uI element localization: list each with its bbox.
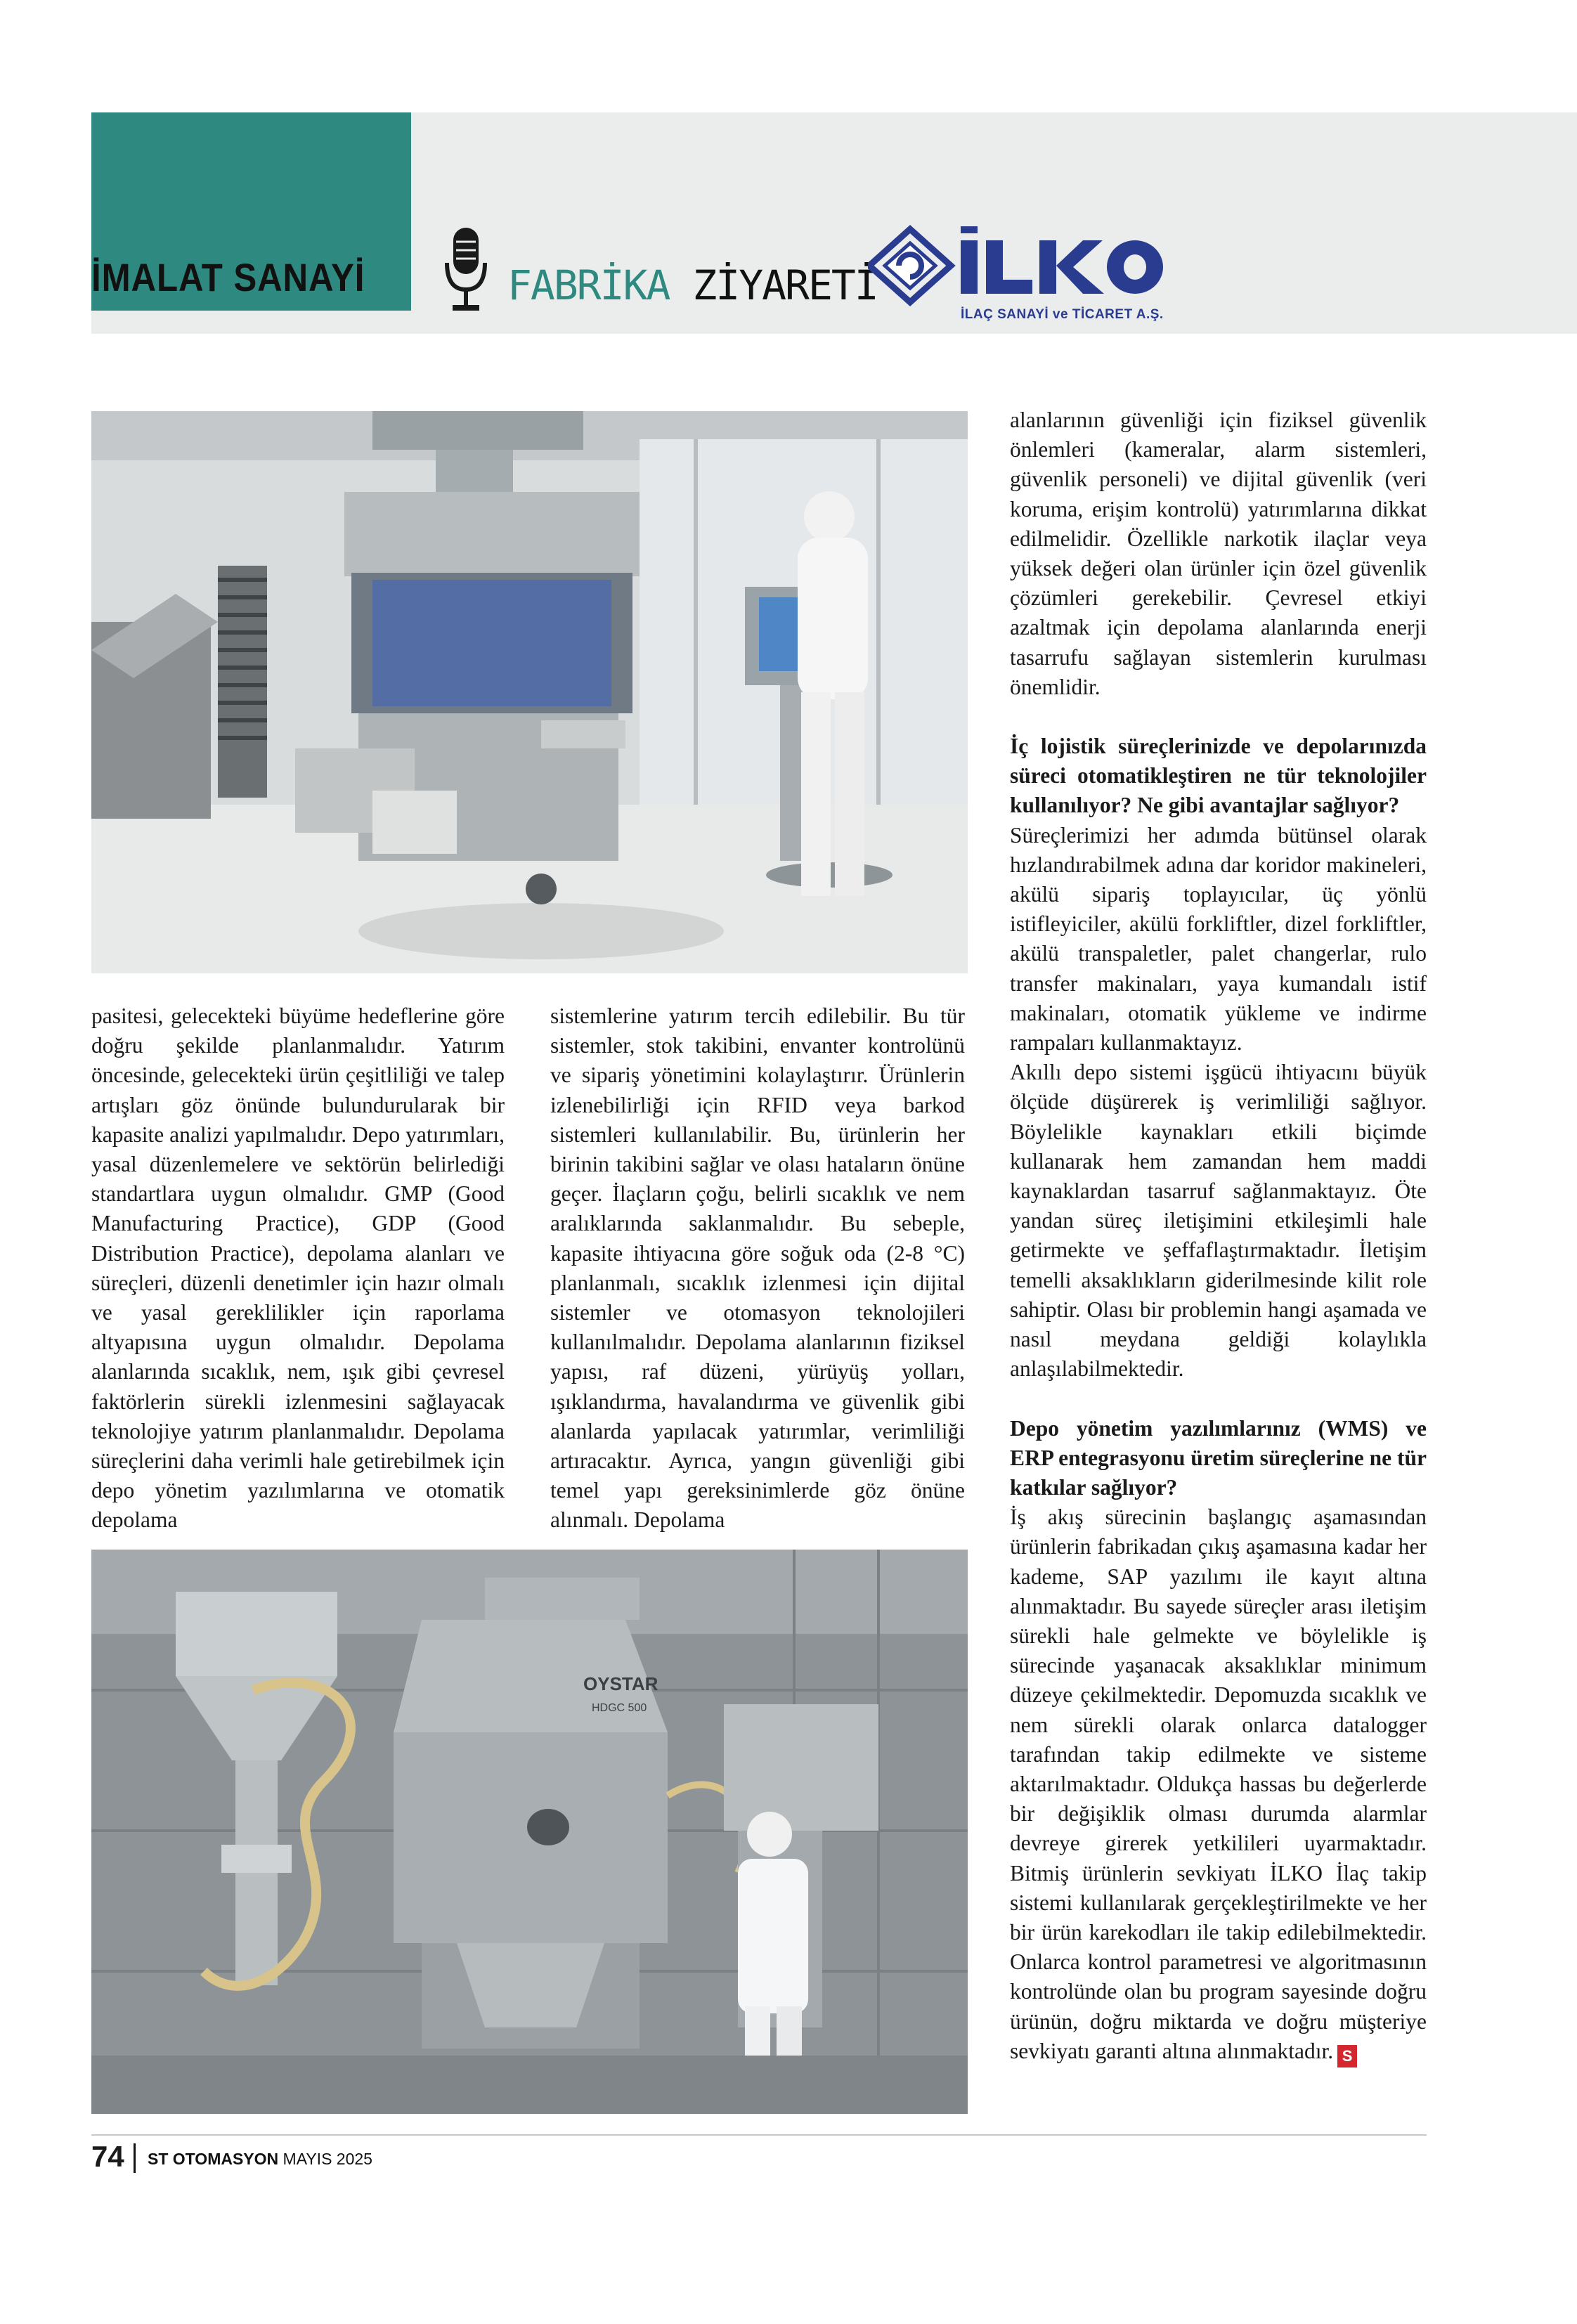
footer-rule — [91, 2134, 1427, 2136]
logo-subtitle: İLAÇ SANAYİ ve TİCARET A.Ş. — [961, 307, 1164, 322]
column-right — [1010, 405, 1427, 2067]
microphone-icon — [444, 226, 488, 315]
footer-magazine — [148, 2150, 372, 2169]
magazine-name: ST OTOMASYON — [148, 2150, 279, 2168]
answer-text: İş akış sürecinin başlangıç aşamasından ürünlerin fabrikadan çıkış aşamasına kadar her kademe, SAP yazılımı ile kayıt altına alınmaktadır. Bu sayede süreçler arası iletişim sürekli hale gelmekte ve böylelikle iş sürecinde yaşanacak aksaklıklar minimum düzeye çekilmektedir. Depomuzda sıcaklık ve nem sürekli olarak onlarca datalogger tarafından takip edilmekte ve sisteme aktarılmaktadır. Oldukça hassas bu değerlerde bir değişiklik olması durumda alarmlar devreye girerek yetkilileri uyarmaktadır. Bitmiş ürünlerin sevkiyatı İLKO İlaç takip sistemi kullanılarak gerçekleştirilmekte ve her bir ürün karekodları ile takip edilebilmektedir. Onlarca kontrol parametresi ve algoritmasının kontrolünde olan bu program sayesinde doğru ürünün, doğru miktarda ve doğru müşteriye sevkiyatı garanti altına alınmaktadır. — [1010, 1505, 1427, 2063]
interview-question: İç lojistik süreçlerinizde ve depolarınızda süreci otomatikleştiren ne tür teknolojiler kullanılıyor? Ne gibi avantajlar sağlıyor? — [1010, 734, 1427, 818]
factory-visit-label — [507, 261, 878, 309]
paragraph: Akıllı depo sistemi işgücü ihtiyacını büyük ölçüde düşürerek iş verimliliği sağlıyor. Böylelikle kaynakları etkili biçimde kullanarak hem zamandan hem maddi kaynaklardan tasarruf sağlanmaktayız. Öte yandan süreç iletişimini etkileşimli hale getirmekte ve şeffaflaştırmaktadır. İletişim temelli aksaklıkların giderilmesinde kilit role sahiptir. Olası bir problemin hangi aşamada ve nasıl meydana geldiği kolaylıkla anlaşılabilmektedir. — [1010, 1060, 1427, 1382]
interview-question: Depo yönetim yazılımlarınız (WMS) ve ERP entegrasyonu üretim süreçlerine ne tür katkılar sağlıyor? — [1010, 1415, 1427, 1500]
column-left — [91, 1001, 505, 1536]
paragraph: sistemlerine yatırım tercih edilebilir. Bu tür sistemler, stok takibini, envanter kontrolünü ve sipariş yönetimini kolaylaştırır. Ürünlerin izlenebilirliği için RFID veya barkod sistemleri kullanılabilir. Bu, ürünlerin her birinin takibini sağlar ve olası hataların önüne geçer. İlaçların çoğu, belirli sıcaklık ve nem aralıklarında saklanmalıdır. Bu sebeple, kapasite ihtiyacına göre soğuk oda (2-8 °C) planlanmalı, sıcaklık izlenmesi için dijital sistemler ve otomasyon teknolojileri kullanılmalıdır. Depolama alanlarının fiziksel yapısı, raf düzeni, yürüyüş yolları, ışıklandırma, havalandırma ve güvenlik gibi alanlarda yapılacak yatırımlar, verimliliği artıracaktır. Ayrıca, yangın güvenliği gibi temel yapı gereksinimlerde göz önüne alınmalı. Depolama — [550, 1004, 965, 1533]
photo-tablet-press-operator — [91, 411, 968, 973]
visit-label-part1: FABRİKA — [507, 261, 670, 309]
paragraph: alanlarının güvenliği için fiziksel güvenlik önlemleri (kameralar, alarm sistemleri, güvenlik personeli) ve dijital güvenlik (veri koruma, erişim kontrolü) yatırımlarına dikkat edilmelidir. Özellikle narkotik ilaçlar veya yüksek değeri olan ürünler için özel güvenlik çözümleri gerekebilir. Çevresel etkiyi azaltmak için depolama alanlarında enerji tasarrufu sağlayan sistemlerin kurulması önemlidir. — [1010, 408, 1427, 699]
paragraph: Süreçlerimizi her adımda bütünsel olarak hızlandırabilmek adına dar koridor makineleri, akülü sipariş toplayıcılar, üç yönlü istifleyiciler, akülü forkliftler, dizel forkliftler, akülü transpaletler, palet changerlar, rulo transfer makinaları, yaya kumandalı istif makinaları, otomatik yükleme ve indirme rampaları kullanmaktayız. — [1010, 822, 1427, 1056]
issue-date: MAYIS 2025 — [283, 2150, 372, 2168]
footer-divider — [134, 2143, 136, 2173]
paragraph: pasitesi, gelecekteki büyüme hedeflerine göre doğru şekilde planlanmalıdır. Yatırım öncesinde, gelecekteki ürün çeşitliliği ve talep artışları göz önünde bulundurularak bir kapasite analizi yapılmalıdır. Depo yatırımları, yasal düzenlemelere ve sektörün belirlediği standartlara uygun olmalıdır. GMP (Good Manufacturing Practice), GDP (Good Distribution Practice), depolama alanları ve süreçleri, düzenli denetimler için hazır olmalı ve yasal gereklilikler için raporlama altyapısına uygun olmalıdır. Depolama alanlarında sıcaklık, nem, ışık gibi çevresel faktörlerin sürekli izlenmesini sağlayacak teknolojiye yatırım planlanmalıdır. Depolama süreçlerini daha verimli hale getirebilmek için depo yönetim yazılımlarına ve otomatik depolama — [91, 1004, 505, 1533]
paragraph — [1010, 1502, 1427, 2067]
photo-fluid-bed-granulator — [91, 1550, 968, 2114]
visit-label-part2: ZİYARETİ — [692, 261, 878, 309]
end-mark-icon: S — [1337, 2045, 1357, 2067]
machine-label: OYSTAR — [583, 1673, 658, 1694]
page-number: 74 — [91, 2140, 124, 2173]
section-title: İMALAT SANAYİ — [91, 255, 365, 299]
column-middle — [550, 1001, 965, 1536]
machine-model: HDGC 500 — [592, 1702, 647, 1714]
